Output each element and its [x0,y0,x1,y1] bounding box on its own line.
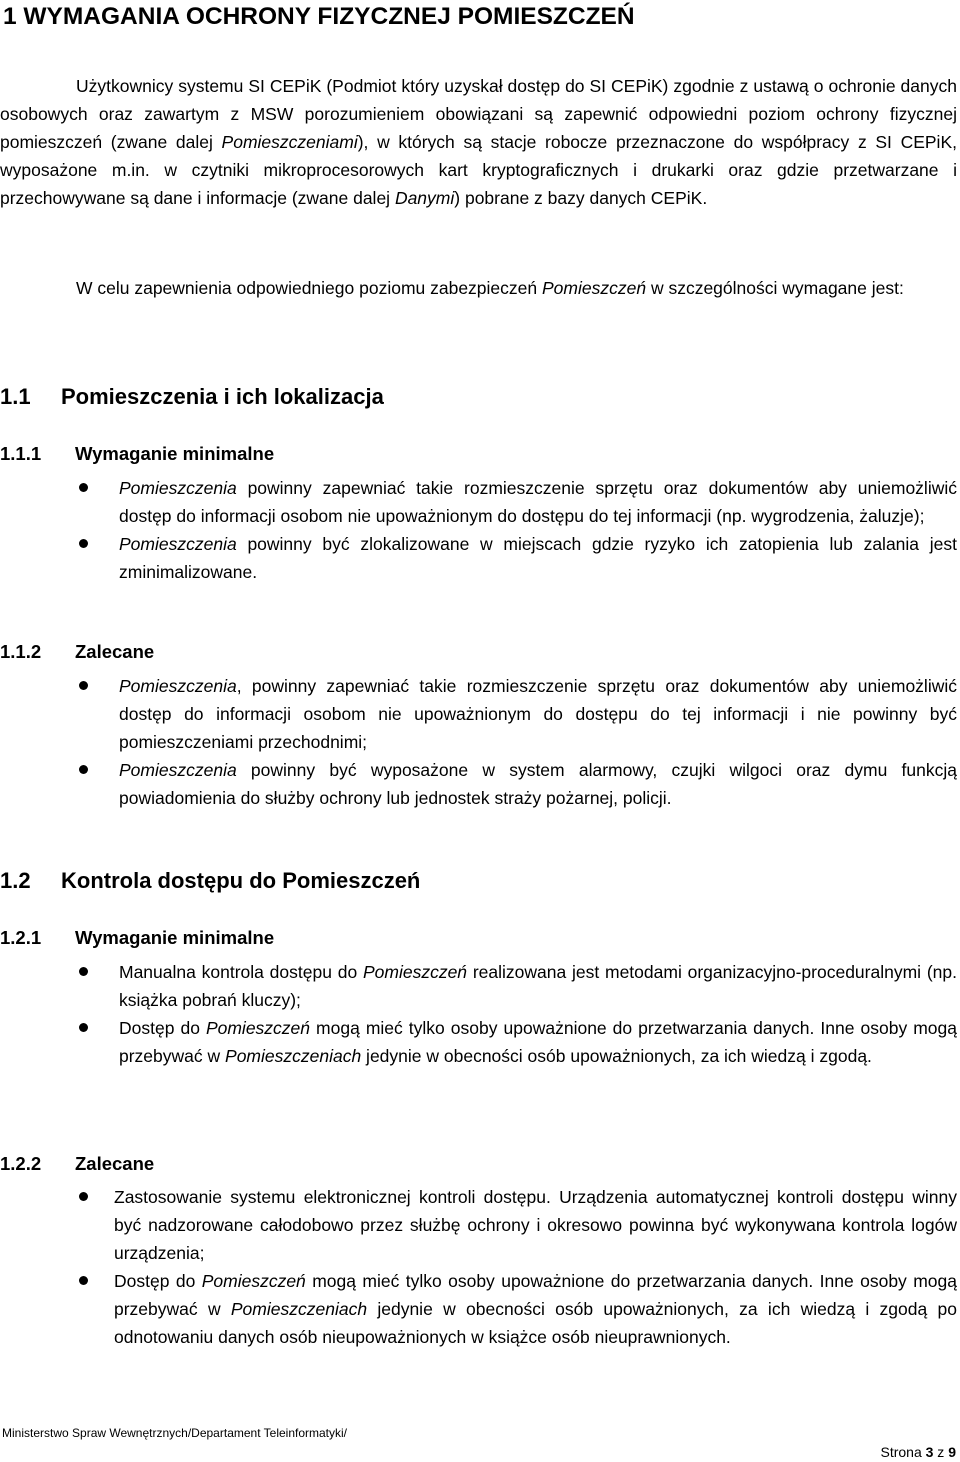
subsection-number: 1.1.2 [0,641,42,662]
subsection-heading [0,925,274,951]
bullet-icon [79,539,88,548]
intro-text: ), w których są stacje robocze przeznaczone do współpracy z SI CEPiK, wyposażone m.in. w czytniki mikroprocesorowych kart kryptograficznych i drukarki oraz gdzie przetwarzane i przechowywane są dane i informacje (zwane dalej [0,132,957,208]
intro-term: Danymi [394,188,455,208]
bullet-icon [79,681,88,690]
subsection-title: Zalecane [75,1153,155,1174]
bullet-icon [79,967,88,976]
section-heading [0,382,384,412]
section-number: 1.2 [0,868,31,893]
list-item: Zastosowanie systemu elektronicznej kontroli dostępu. Urządzenia automatycznej kontroli dostępu winny być nadzorowane całodobowo przez służbę ochrony i okresowo powinna być wykonywana kontrola logów urządzenia; [0,1183,957,1267]
footer-department: Ministerstwo Spraw Wewnętrznych/Departament Teleinformatyki/ [2,1426,348,1440]
bullet-list [0,672,957,812]
intro-text: w szczególności wymagane jest: [646,278,904,298]
bullet-list [0,474,957,586]
list-item: Pomieszczenia powinny być wyposażone w system alarmowy, czujki wilgoci oraz dymu funkcją powiadomienia do służby ochrony lub jednostek straży pożarnej, policji. [0,756,957,812]
intro-term: Pomieszczeń [542,278,647,298]
list-item: Pomieszczenia powinny zapewniać takie rozmieszczenie sprzętu oraz dokumentów aby uniemożliwić dostęp do informacji osobom nie upoważnionym do dostępu do tej informacji (np. wygrodzenia, żaluzje); [0,474,957,530]
bullet-icon [79,1276,88,1285]
bullet-list [0,1183,957,1351]
intro-text: Użytkownicy systemu SI CEPiK (Podmiot który uzyskał dostęp do SI CEPiK) zgodnie z ustawą o ochronie danych osobowych oraz zawartym z MSW porozumieniem obowiązani są zapewnić odpowiedni poziom ochrony fizycznej pomieszczeń (zwane dalej [0,76,957,152]
bullet-icon [79,1023,88,1032]
subsection-number: 1.2.2 [0,1153,42,1174]
section-number: 1.1 [0,384,31,409]
page-number: Strona 3 z 9 [880,1444,956,1460]
requirements-intro [0,274,957,302]
subsection-heading [0,441,274,467]
bullet-icon [79,483,88,492]
intro-text: W celu zapewnienia odpowiedniego poziomu zabezpieczeń [76,278,542,298]
bullet-icon [79,1192,88,1201]
bullet-list [0,958,957,1070]
list-item: Pomieszczenia, powinny zapewniać takie rozmieszczenie sprzętu oraz dokumentów aby uniemożliwić dostęp do informacji osobom nie upoważnionym do dostępu do tej informacji i nie powinny być pomieszczeniami przechodnimi; [0,672,957,756]
bullet-icon [79,765,88,774]
subsection-heading [0,639,154,665]
subsection-number: 1.2.1 [0,927,42,948]
subsection-number: 1.1.1 [0,443,42,464]
subsection-title: Zalecane [75,641,155,662]
list-item: Manualna kontrola dostępu do Pomieszczeń realizowana jest metodami organizacyjno-proceduralnymi (np. książka pobrań kluczy); [0,958,957,1014]
section-title: Pomieszczenia i ich lokalizacja [61,384,384,409]
list-item: Dostęp do Pomieszczeń mogą mieć tylko osoby upoważnione do przetwarzania danych. Inne osoby mogą przebywać w Pomieszczeniach jedynie w obecności osób upoważnionych, za ich wiedzą i zgodą po odnotowaniu danych osób nieupoważnionych w książce osób nieuprawnionych. [0,1267,957,1351]
subsection-title: Wymaganie minimalne [75,927,275,948]
section-heading [0,866,420,896]
section-title: Kontrola dostępu do Pomieszczeń [61,868,421,893]
intro-term: Pomieszczeniami [221,132,358,152]
intro-text: ) pobrane z bazy danych CEPiK. [454,188,708,208]
list-item: Pomieszczenia powinny być zlokalizowane w miejscach gdzie ryzyko ich zatopienia lub zalania jest zminimalizowane. [0,530,957,586]
subsection-title: Wymaganie minimalne [75,443,275,464]
chapter-title: 1 WYMAGANIA OCHRONY FIZYCZNEJ POMIESZCZEŃ [3,3,635,30]
subsection-heading [0,1151,154,1177]
list-item: Dostęp do Pomieszczeń mogą mieć tylko osoby upoważnione do przetwarzania danych. Inne osoby mogą przebywać w Pomieszczeniach jedynie w obecności osób upoważnionych, za ich wiedzą i zgodą. [0,1014,957,1070]
intro-paragraph [0,72,957,212]
